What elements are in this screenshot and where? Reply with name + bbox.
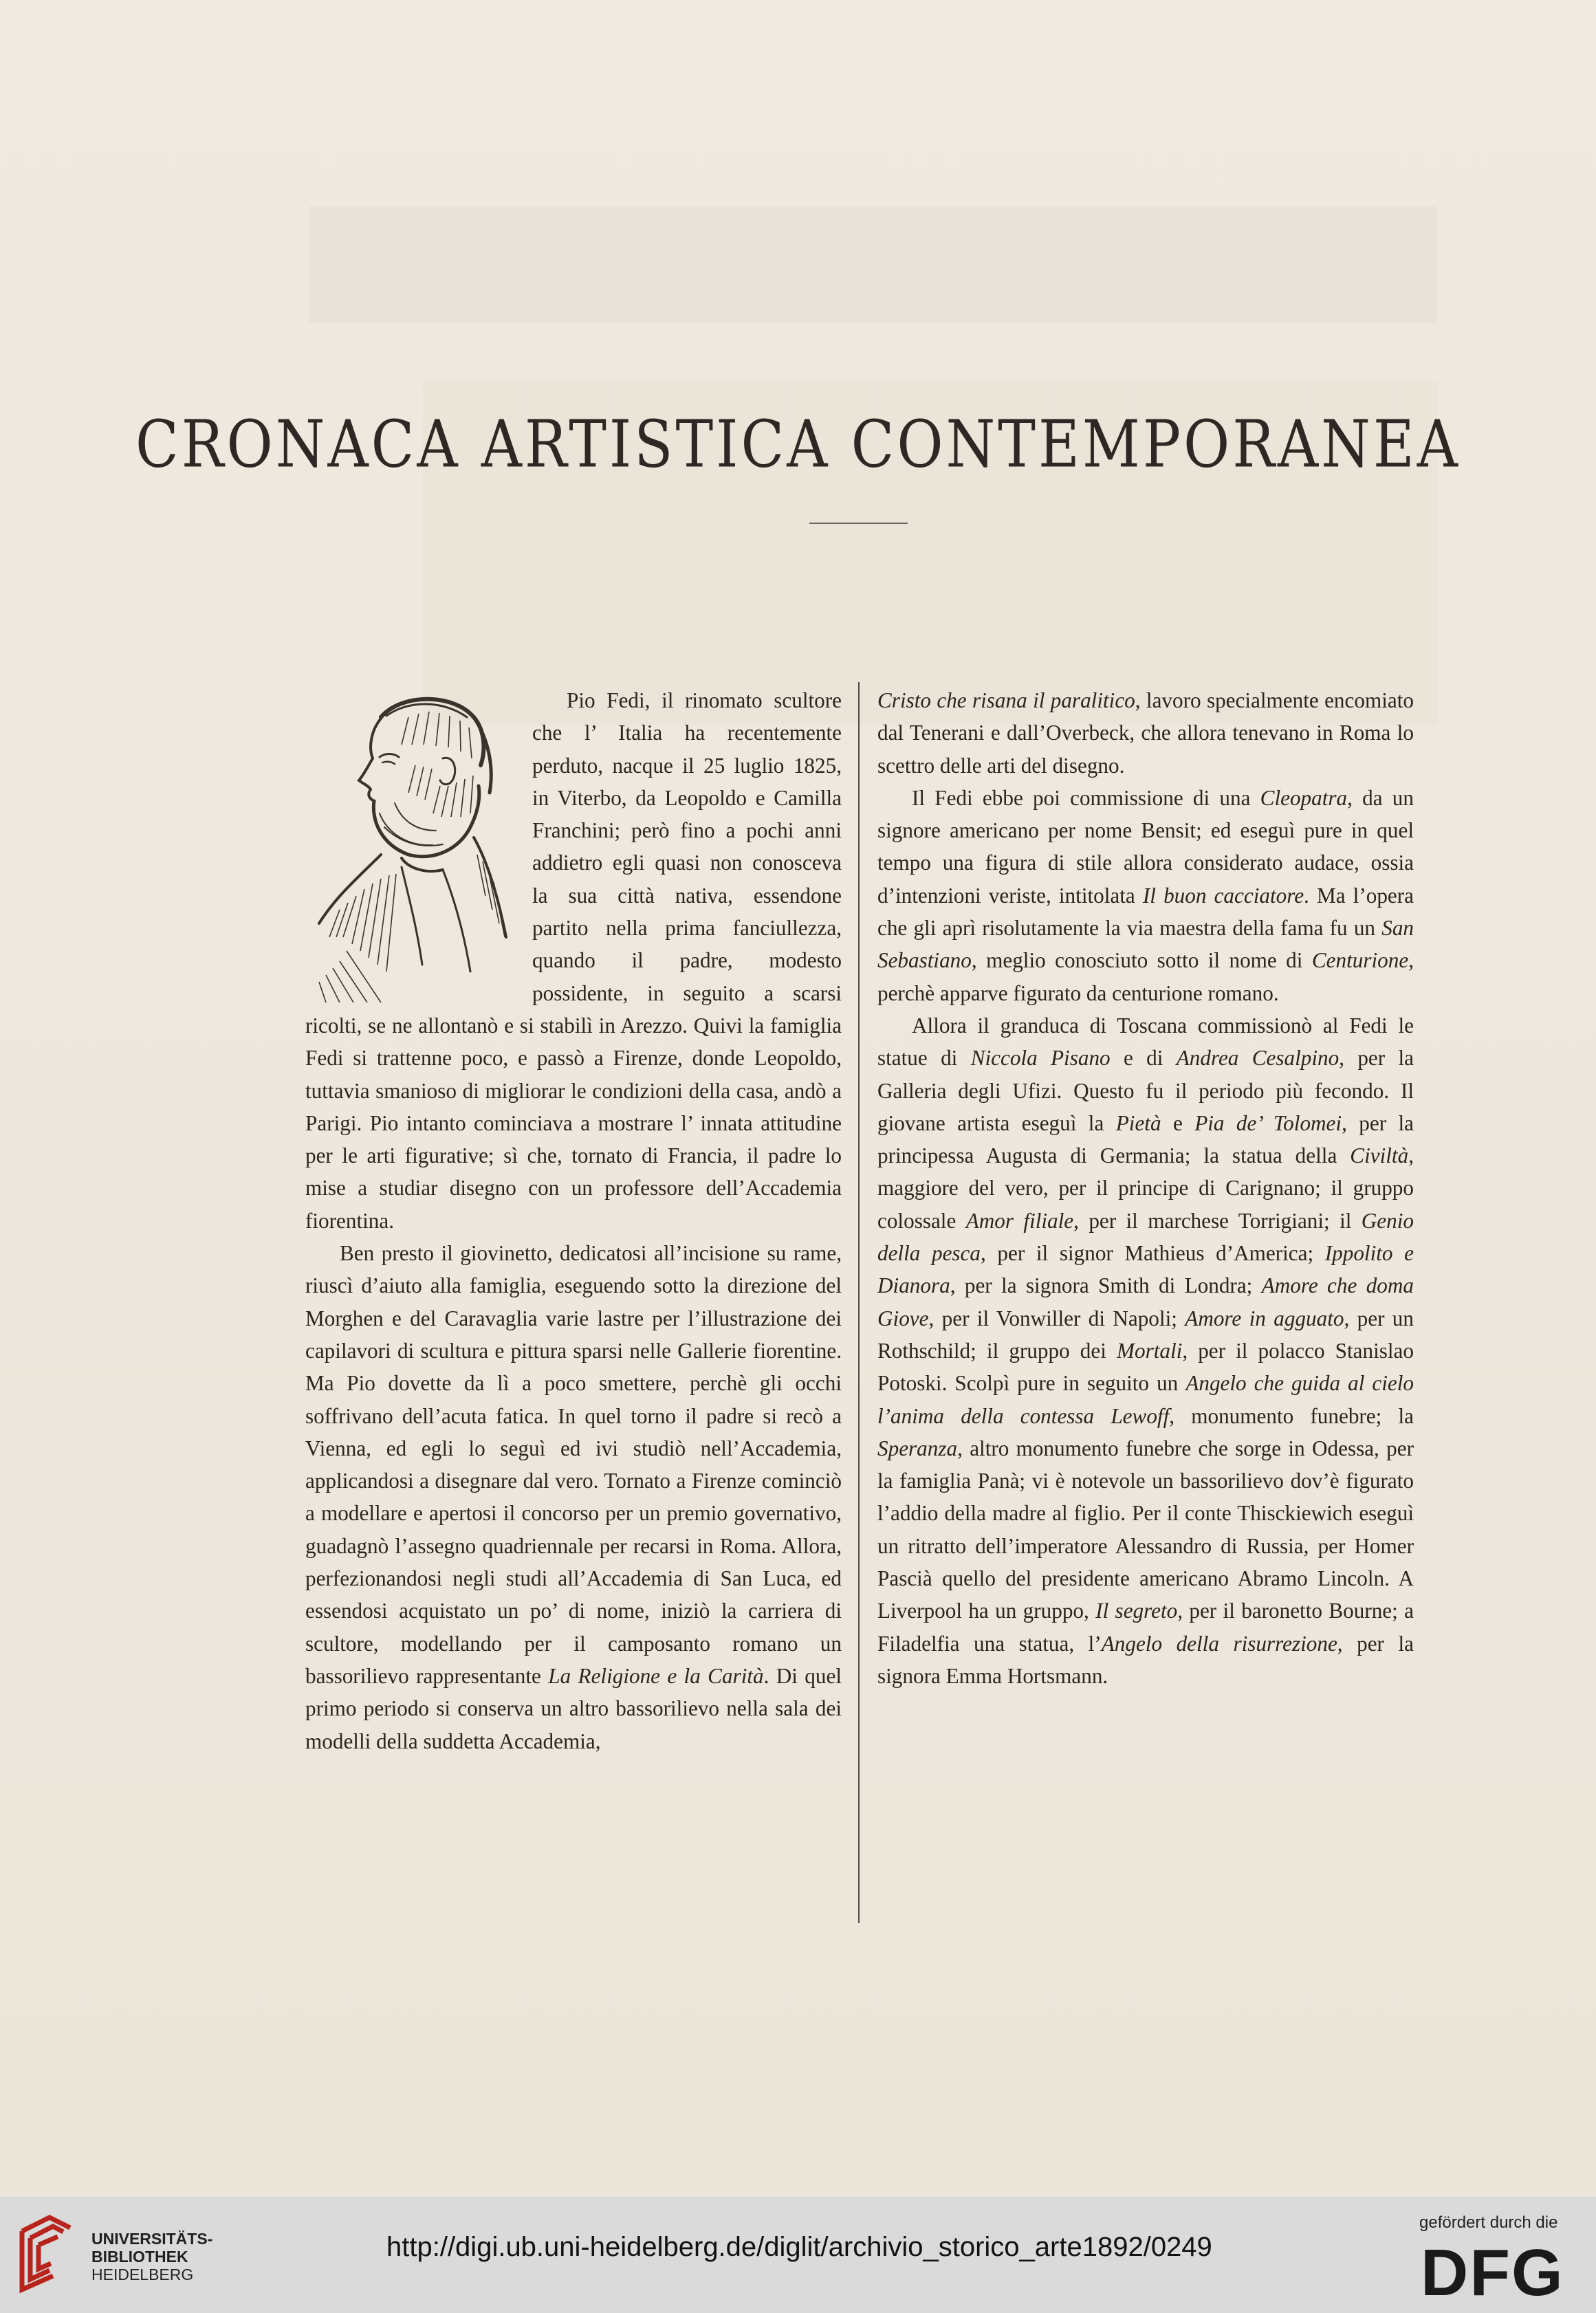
body-paragraph xyxy=(877,1009,1414,1692)
artwork-title: Amor filiale xyxy=(965,1208,1074,1233)
paragraph-text: , da un signore americano per nome Bensit; ed eseguì pure in quel tempo una figura di stile allora considerato audace, ossia d’intenzioni veriste, intitolata xyxy=(877,785,1414,908)
artwork-title: Angelo che guida al cielo l’anima della contessa Lewoff xyxy=(877,1371,1414,1428)
paragraph-text: , perchè apparve figurato da centurione romano. xyxy=(877,948,1414,1005)
dfg-logo[interactable]: DFG xyxy=(1421,2236,1564,2310)
artwork-title: Cleopatra xyxy=(1260,785,1348,810)
paragraph-text: , per il marchese Torrigiani; il xyxy=(1073,1208,1362,1233)
artwork-title: Centurione xyxy=(1311,948,1409,973)
library-name-line: UNIVERSITÄTS- xyxy=(91,2230,213,2248)
library-name-line: BIBLIOTHEK xyxy=(91,2248,188,2266)
artwork-title: Pietà xyxy=(1115,1110,1161,1135)
paragraph-text: , per la signora Emma Hortsmann. xyxy=(877,1631,1414,1688)
library-name-line: HEIDELBERG xyxy=(91,2266,194,2283)
right-column-text xyxy=(877,684,1414,1692)
paragraph-text: e xyxy=(1161,1110,1195,1135)
paragraph-text: , lavoro specialmente encomiato dal Tenerani e dall’Overbeck, che allora tenevano in Roma lo scettro delle arti del disegno. xyxy=(877,688,1414,778)
paragraph-text: , per la signora Smith di Londra; xyxy=(950,1273,1262,1298)
left-column xyxy=(305,684,842,1757)
right-column xyxy=(877,684,1414,1692)
paragraph-text: . Ma l’opera che gli aprì risolutamente la via maestra della fama fu un xyxy=(877,883,1414,941)
artwork-title: Il segreto xyxy=(1095,1599,1178,1623)
paragraph-text: , monumento funebre; la xyxy=(1169,1403,1414,1428)
artwork-title: Pia de’ Tolomei xyxy=(1194,1110,1342,1135)
artwork-title: Ippolito e Dianora xyxy=(877,1241,1414,1298)
artwork-title: Angelo della risurrezione xyxy=(1101,1631,1337,1656)
paragraph-text: Il Fedi ebbe poi commissione di una xyxy=(912,785,1260,810)
paragraph-text: , per il Vonwiller di Napoli; xyxy=(928,1306,1185,1330)
artwork-title: San Sebastiano xyxy=(877,916,1414,973)
artwork-title: La Religione e la Carità xyxy=(548,1663,764,1688)
artwork-title: Cristo che risana il paralitico xyxy=(877,688,1135,712)
body-paragraph xyxy=(877,782,1414,1009)
sponsor-label: gefördert durch die xyxy=(1419,2213,1558,2232)
artwork-title: Niccola Pisano xyxy=(970,1046,1111,1071)
artwork-title: Speranza xyxy=(877,1436,958,1460)
paragraph-text: Ben presto il giovinetto, dedicatosi all’incisione su rame, riuscì d’aiuto alla famiglia, eseguendo sotto la direzione del Morghen e del Caravaglia varie lastre per l’illustrazione dei capilavori di scultura e pittura sparsi nelle Gallerie fiorentine. Ma Pio dovette da lì a poco smettere, perchè gli occhi soffrivano dell’acuta fatica. In quel torno il padre si recò a Vienna, ed egli lo seguì ed ivi studiò nell’Accademia, applicandosi a disegnare dal vero. Tornato a Firenze cominciò a modellare e apertosi il concorso per un premio governativo, guadagnò l’assegno quadriennale per recarsi in Roma. Allora, perfezionandosi negli studi all’Accademia di San Luca, ed essendosi acquistato un po’ di nome, iniziò la carriera di scultore, modellando per il camposanto romano un bassorilievo rappresentante xyxy=(305,1241,842,1688)
paragraph-text: e di xyxy=(1110,1046,1177,1071)
body-paragraph xyxy=(305,1237,842,1757)
paragraph-text: , meglio conosciuto sotto il nome di xyxy=(971,948,1312,973)
page-url-link[interactable]: http://digi.ub.uni-heidelberg.de/diglit/archivio_storico_arte1892/0249 xyxy=(386,2232,1212,2262)
paragraph-text: . Di quel primo periodo si conserva un altro bassorilievo nella sala dei modelli della suddetta Accademia, xyxy=(305,1663,842,1753)
bleed-through-area xyxy=(309,206,1437,323)
artwork-title: Amore che doma Giove xyxy=(877,1273,1414,1330)
ub-heidelberg-logo[interactable] xyxy=(15,2214,77,2296)
paragraph-text: Pio Fedi, il rinomato scultore che l’ Italia ha recentemente perduto, nacque il 25 luglio 1825, in Viterbo, da Leopoldo e Camilla Franchini; però fino a pochi anni addietro egli quasi non conosceva la sua città nativa, essendone partito nella prima fanciullezza, quando il padre, modesto possidente, in seguito a scarsi ricolti, se ne allontanò e si stabilì in Arezzo. Quivi la famiglia Fedi si trattenne poco, e passò a Firenze, donde Leopoldo, tuttavia smanioso di migliorar le condizioni della casa, andò a Parigi. Pio intanto cominciava a mostrare l’ innata attitudine per le arti figurative; sì che, tornato di Francia, il padre lo mise a studiar disegno con un professore dell’Accademia fiorentina. xyxy=(305,688,842,1233)
artwork-title: Genio della pesca xyxy=(877,1208,1414,1266)
artwork-title: Mortali xyxy=(1117,1338,1183,1363)
body-paragraph xyxy=(877,684,1414,782)
artwork-title: Amore in agguato xyxy=(1185,1306,1344,1330)
paragraph-text: , maggiore del vero, per il principe di Carignano; il gruppo colossale xyxy=(877,1143,1414,1233)
article-title: CRONACA ARTISTICA CONTEMPORANEA xyxy=(135,407,1461,483)
column-divider xyxy=(858,682,860,1923)
title-divider xyxy=(809,523,908,524)
library-name xyxy=(91,2230,212,2283)
paragraph-text: , per un Rothschild; il gruppo dei xyxy=(877,1306,1414,1363)
paragraph-text: , per la Galleria degli Ufizi. Questo fu il periodo più fecondo. Il giovane artista eseguì la xyxy=(877,1046,1414,1135)
paragraph-text: , per il signor Mathieus d’America; xyxy=(981,1241,1325,1266)
artwork-title: Il buon cacciatore xyxy=(1142,883,1304,908)
portrait-engraving xyxy=(305,690,513,1002)
paragraph-text: , per la principessa Augusta di Germania; la statua della xyxy=(877,1110,1414,1168)
artwork-title: Civiltà xyxy=(1350,1143,1409,1168)
paragraph-text: Allora il granduca di Toscana commissionò al Fedi le statue di xyxy=(877,1013,1414,1071)
paragraph-text: , per il baronetto Bourne; a Filadelfia una statua, l’ xyxy=(877,1599,1414,1656)
paragraph-text: , altro monumento funebre che sorge in Odessa, per la famiglia Panà; vi è notevole un bassorilievo dov’è figurato l’addio della madre al figlio. Per il conte Thisckiewich eseguì un ritratto dell’imperatore Alessandro di Russia, per Homer Pascià quello del presidente americano Abramo Lincoln. A Liverpool ha un gruppo, xyxy=(877,1436,1414,1623)
paragraph-text: , per il polacco Stanislao Potoski. Scolpì pure in seguito un xyxy=(877,1338,1414,1396)
artwork-title: Andrea Cesalpino xyxy=(1176,1046,1340,1071)
